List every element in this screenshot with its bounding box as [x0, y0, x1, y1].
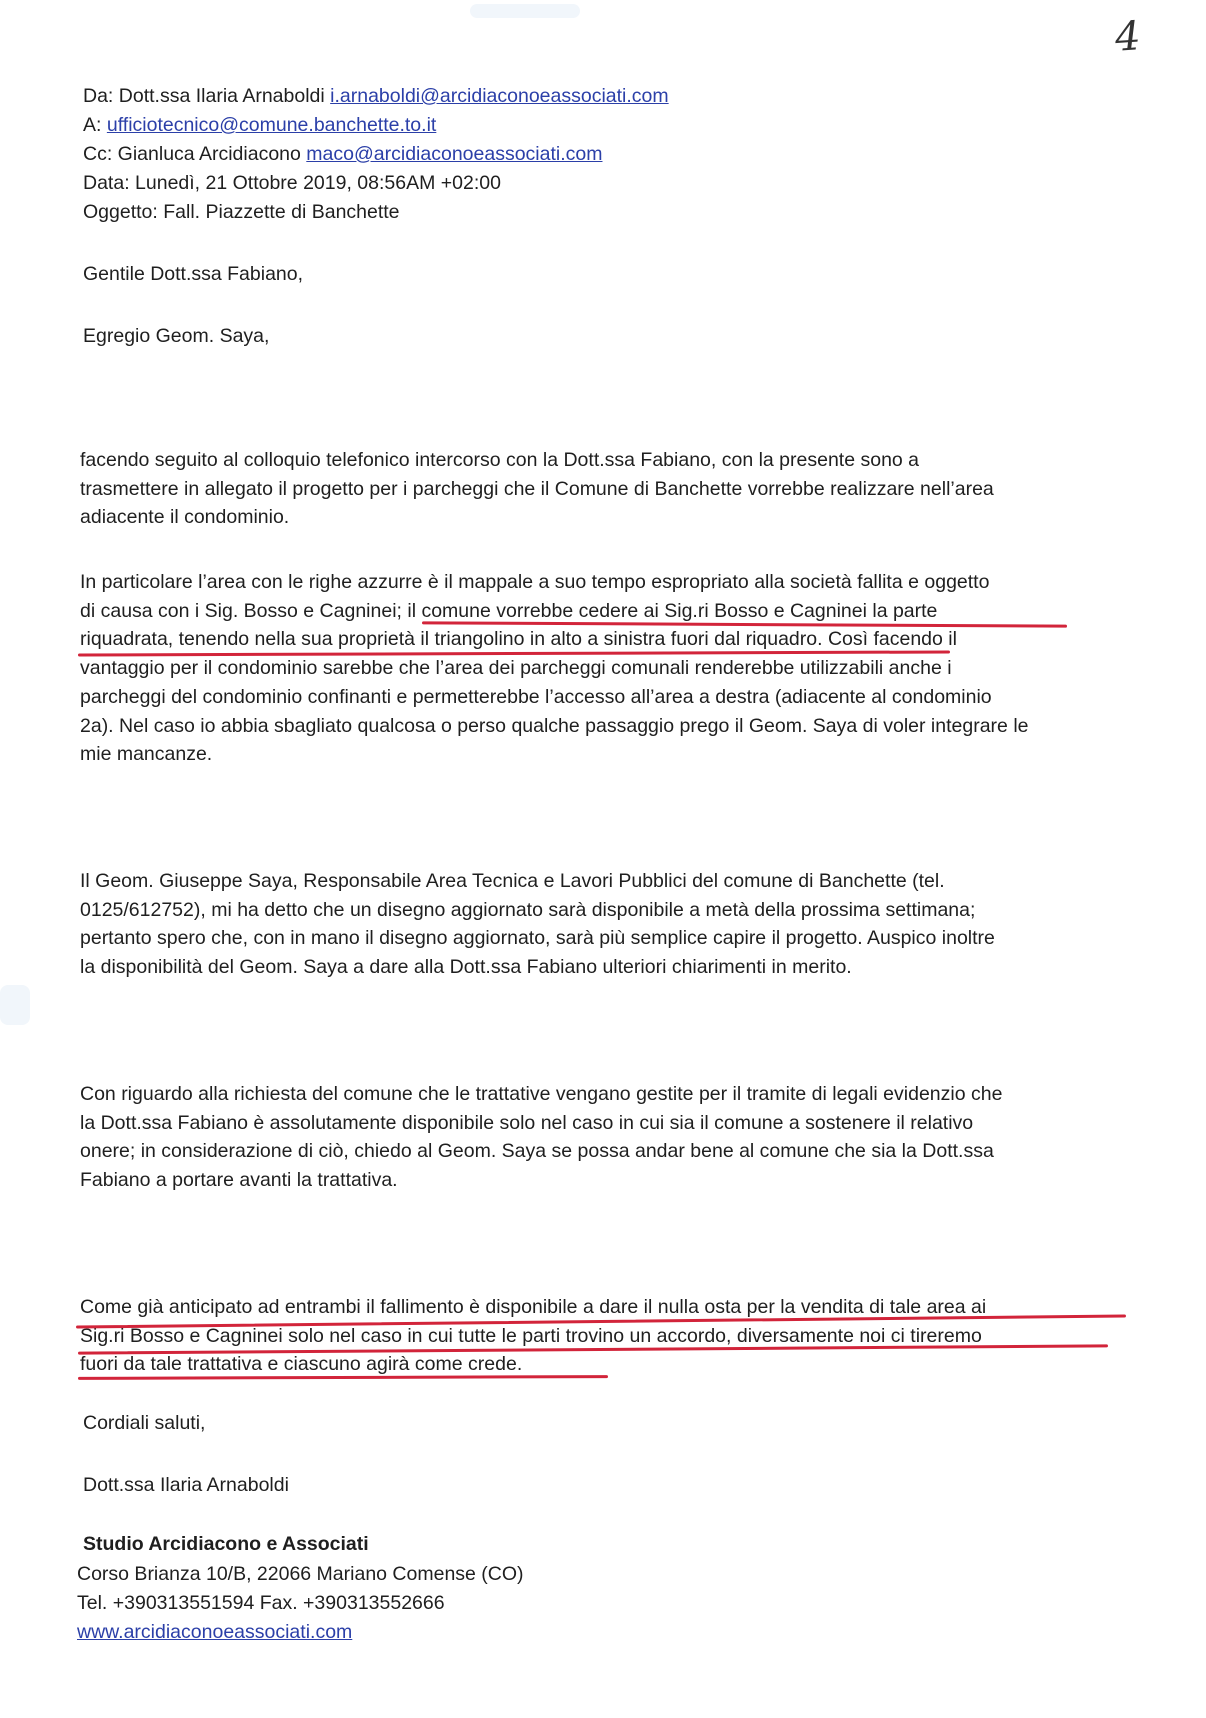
text-line: adiacente il condominio. [80, 506, 290, 529]
paragraph-5 [80, 1293, 1160, 1379]
scan-artifact [470, 4, 580, 18]
text-line: In particolare l’area con le righe azzurre è il mappale a suo tempo espropriato alla società fallita e oggetto [80, 571, 990, 593]
firm-phone-fax: Tel. +390313551594 Fax. +390313552666 [77, 1592, 445, 1614]
subject-line: Oggetto: Fall. Piazzette di Banchette [83, 201, 400, 223]
text-line: trasmettere in allegato il progetto per i parcheggi che il Comune di Banchette vorrebbe realizzare nell’area [80, 477, 994, 500]
text-line: di causa con i Sig. Bosso e Cagninei; il comune vorrebbe cedere ai Sig.ri Bosso e Cagninei la parte [80, 599, 938, 622]
closing: Cordiali saluti, [83, 1412, 206, 1434]
date-line: Data: Lunedì, 21 Ottobre 2019, 08:56AM +02:00 [83, 172, 501, 194]
from-email-link[interactable]: i.arnaboldi@arcidiaconoeassociati.com [330, 85, 669, 107]
text-line: Come già anticipato ad entrambi il fallimento è disponibile a dare il nulla osta per la vendita di tale area ai [80, 1296, 987, 1318]
from-name: Dott.ssa Ilaria Arnaboldi [118, 85, 325, 107]
text-line: onere; in considerazione di ciò, chiedo al Geom. Saya se possa andar bene al comune che sia la Dott.ssa [80, 1140, 994, 1163]
text-line: vantaggio per il condominio sarebbe che l’area dei parcheggi comunali renderebbe utilizzabili anche i [80, 657, 952, 680]
signature-name: Dott.ssa Ilaria Arnaboldi [83, 1474, 289, 1496]
text-line: la Dott.ssa Fabiano è assolutamente disponibile solo nel caso in cui sia il comune a sostenere il relativo [80, 1111, 974, 1134]
text-line: 0125/612752), mi ha detto che un disegno aggiornato sarà disponibile a metà della prossima settimana; [80, 898, 976, 921]
handwritten-page-number: 4 [1113, 13, 1143, 61]
to-email-link[interactable]: ufficiotecnico@comune.banchette.to.it [106, 114, 437, 136]
text-line: riquadrata, tenendo nella sua proprietà il triangolino in alto a sinistra fuori dal riquadro. Così facendo il [80, 628, 957, 651]
firm-website-link[interactable]: www.arcidiaconoeassociati.com [77, 1621, 353, 1643]
cc-email-link[interactable]: maco@arcidiaconoeassociati.com [306, 143, 603, 165]
paragraph-4 [80, 1080, 1160, 1195]
greeting-fabiano: Gentile Dott.ssa Fabiano, [83, 263, 304, 285]
text-line: facendo seguito al colloquio telefonico intercorso con la Dott.ssa Fabiano, con la presente sono a [80, 449, 920, 471]
cc-line: Cc: Gianluca Arcidiacono maco@arcidiaconoeassociati.com [83, 143, 603, 165]
from-line: Da: Dott.ssa Ilaria Arnaboldi i.arnaboldi@arcidiaconoeassociati.com [83, 85, 669, 107]
scan-artifact [0, 985, 30, 1025]
text-line: Fabiano a portare avanti la trattativa. [80, 1169, 398, 1192]
greeting-saya: Egregio Geom. Saya, [83, 325, 270, 347]
paragraph-2 [80, 568, 1160, 769]
text-line: fuori da tale trattativa e ciascuno agirà come crede. [80, 1353, 523, 1376]
to-line: A: ufficiotecnico@comune.banchette.to.it [83, 114, 437, 136]
text-line: parcheggi del condominio confinanti e permetterebbe l’accesso all’area a destra (adiacente al condominio [80, 685, 992, 708]
text-line: 2a). Nel caso io abbia sbagliato qualcosa o perso qualche passaggio prego il Geom. Saya di voler integrare le [80, 714, 1029, 737]
text-line: mie mancanze. [80, 743, 213, 766]
date-value: Lunedì, 21 Ottobre 2019, 08:56AM +02:00 [135, 172, 501, 194]
firm-name: Studio Arcidiacono e Associati [83, 1533, 369, 1555]
text-line: pertanto spero che, con in mano il disegno aggiornato, sarà più semplice capire il progetto. Auspico inoltre [80, 927, 995, 950]
firm-address: Corso Brianza 10/B, 22066 Mariano Comense (CO) [77, 1563, 524, 1585]
cc-name: Gianluca Arcidiacono [117, 143, 301, 165]
text-line: Con riguardo alla richiesta del comune che le trattative vengano gestite per il tramite di legali evidenzio che [80, 1083, 1003, 1105]
text-line: Sig.ri Bosso e Cagninei solo nel caso in cui tutte le parti trovino un accordo, diversamente noi ci tireremo [80, 1324, 982, 1347]
text-line: la disponibilità del Geom. Saya a dare alla Dott.ssa Fabiano ulteriori chiarimenti in merito. [80, 956, 852, 979]
text-line: Il Geom. Giuseppe Saya, Responsabile Area Tecnica e Lavori Pubblici del comune di Banchette (tel. [80, 870, 945, 892]
paragraph-3 [80, 867, 1160, 982]
subject-value: Fall. Piazzette di Banchette [163, 201, 400, 223]
paragraph-1 [80, 446, 1160, 532]
